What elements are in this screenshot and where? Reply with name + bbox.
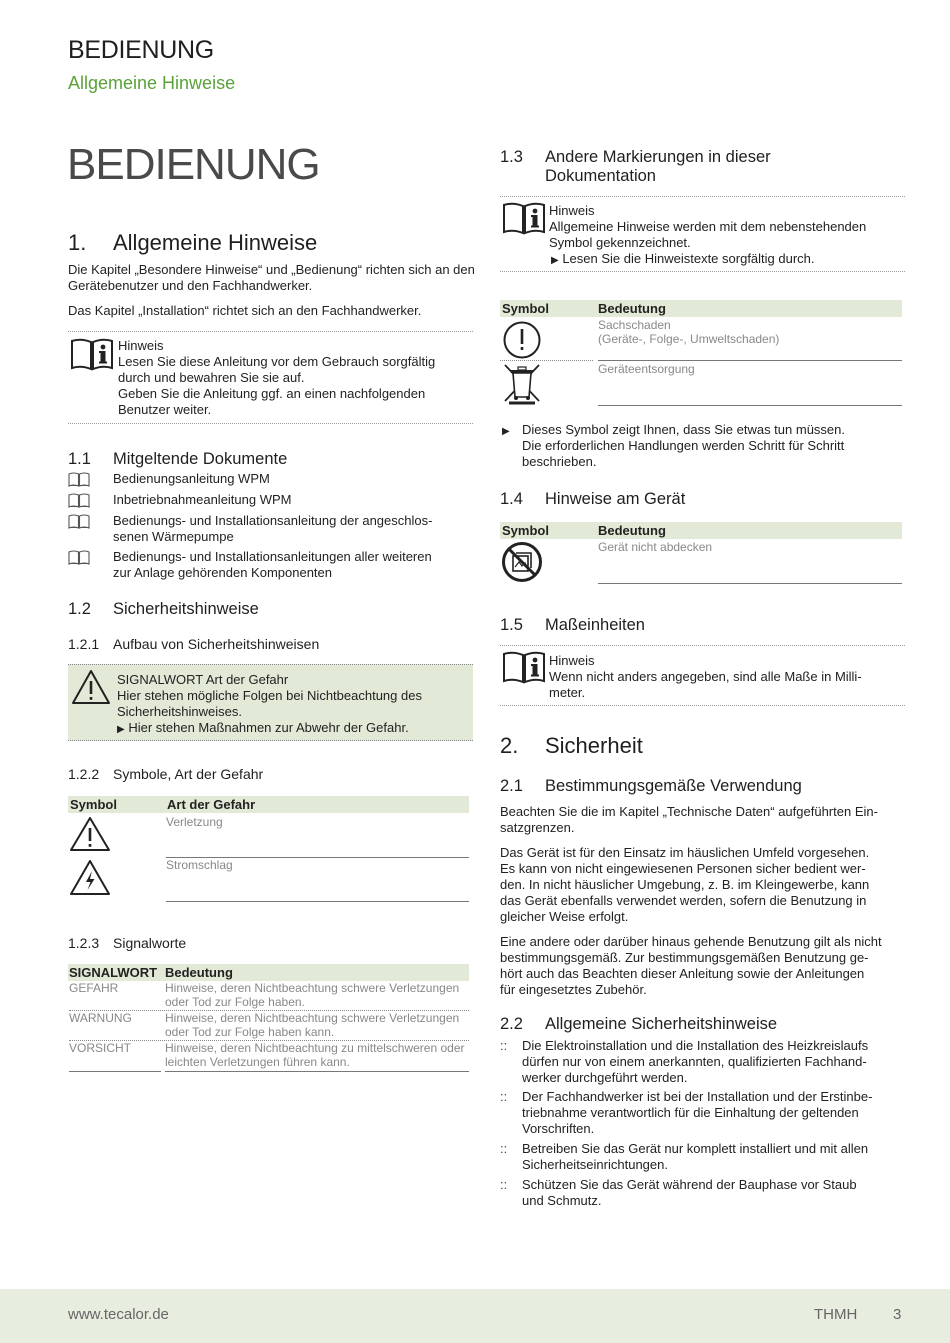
page-title: BEDIENUNG <box>67 140 320 189</box>
section-number: 1.2.1 <box>68 636 100 652</box>
table-cell: leichten Verletzungen führen kann. <box>165 1055 350 1069</box>
section-number: 1. <box>68 230 87 255</box>
section-title: Aufbau von Sicherheitshinweisen <box>113 636 320 652</box>
paragraph-line: Eine andere oder darüber hinaus gehende Benutzung gilt als nicht <box>500 934 882 949</box>
notice-line: Hier stehen mögliche Folgen bei Nichtbeachtung des <box>117 688 422 703</box>
colon-bullet-icon: :: <box>500 1177 508 1192</box>
hint-action <box>551 251 815 269</box>
section-title: Bestimmungsgemäße Verwendung <box>545 777 802 795</box>
hint-line: Allgemeine Hinweise werden mit dem nebenstehenden <box>549 219 867 234</box>
section-2-2-heading <box>500 1014 777 1034</box>
no-cover-icon <box>501 541 543 583</box>
column-header: Symbol <box>70 797 117 812</box>
section-1-4-heading <box>500 489 685 509</box>
divider <box>500 271 905 272</box>
column-header: SIGNALWORT <box>69 965 158 980</box>
table-rule <box>69 1071 161 1072</box>
table-cell: (Geräte-, Folge-, Umweltschaden) <box>598 332 780 346</box>
section-title: Sicherheit <box>545 733 643 758</box>
column-header: Bedeutung <box>165 965 233 980</box>
section-title: Signalworte <box>113 935 187 951</box>
section-1-5-heading <box>500 615 645 635</box>
colon-bullet-icon: :: <box>500 1141 508 1156</box>
section-1-2-1-heading <box>68 635 319 653</box>
electric-triangle-icon <box>69 859 111 897</box>
divider <box>500 196 905 197</box>
list-item-text: Der Fachhandwerker ist bei der Installation und der Erstinbe- <box>522 1089 873 1104</box>
colon-bullet-icon: :: <box>500 1089 508 1104</box>
hint-line: Symbol gekennzeichnet. <box>549 235 691 250</box>
table-rule <box>598 405 902 406</box>
divider <box>500 705 905 706</box>
section-number: 1.2 <box>68 600 91 618</box>
divider <box>68 423 473 424</box>
list-item-text: dürfen nur von einem anerkannten, qualifizierten Fachhand- <box>522 1054 867 1069</box>
table-header <box>68 796 469 813</box>
table-cell: WARNUNG <box>69 1011 132 1025</box>
table-rule <box>165 1071 469 1072</box>
table-cell: Sachschaden <box>598 318 671 332</box>
notice-action-text: Hier stehen Maßnahmen zur Abwehr der Gefahr. <box>128 720 409 735</box>
list-item-text: triebnahme verantwortlich für die Einhaltung der geltenden <box>522 1105 859 1120</box>
book-icon <box>68 514 90 529</box>
paragraph: Das Kapitel „Installation“ richtet sich an den Fachhandwerker. <box>68 303 422 318</box>
paragraph-line: Beachten Sie die im Kapitel „Technische Daten“ aufgeführten Ein- <box>500 804 878 819</box>
list-item-text: Bedienungsanleitung WPM <box>113 471 270 486</box>
paragraph-line: hört auch das Beachten dieser Anleitung sowie der Anleitungen <box>500 966 865 981</box>
running-header-subtitle: Allgemeine Hinweise <box>68 73 236 93</box>
table-cell: VORSICHT <box>69 1041 132 1055</box>
table-cell: oder Tod zur Folge haben kann. <box>165 1025 335 1039</box>
list-item-text: Die Elektroinstallation und die Installation des Heizkreislaufs <box>522 1038 869 1053</box>
section-title: Symbole, Art der Gefahr <box>113 766 264 782</box>
list-item-text: Schützen Sie das Gerät während der Bauphase vor Staub <box>522 1177 857 1192</box>
note-line: beschrieben. <box>522 454 597 469</box>
notice-action <box>117 720 409 738</box>
hint-line: Wenn nicht anders angegeben, sind alle Maße in Milli- <box>549 669 862 684</box>
table-rule <box>500 360 593 361</box>
note-line: Dieses Symbol zeigt Ihnen, dass Sie etwas tun müssen. <box>522 422 845 437</box>
table-cell: oder Tod zur Folge haben. <box>165 995 305 1009</box>
triangle-bullet-icon: ▶ <box>117 724 125 735</box>
list-item-text: und Schmutz. <box>522 1193 602 1208</box>
note-line: Die erforderlichen Handlungen werden Schritt für Schritt <box>522 438 845 453</box>
section-number: 2. <box>500 733 519 758</box>
table-header <box>68 964 469 981</box>
column-header: Bedeutung <box>598 523 666 538</box>
section-2-heading <box>500 732 643 760</box>
table-cell: Stromschlag <box>166 858 233 872</box>
section-number: 1.3 <box>500 148 523 166</box>
triangle-bullet-icon: ▶ <box>551 255 559 266</box>
paragraph-line: gleicher Weise erfolgt. <box>500 909 629 924</box>
section-number: 1.1 <box>68 450 91 468</box>
paragraph-line: für eingesetztes Zubehör. <box>500 982 647 997</box>
column-header: Art der Gefahr <box>167 797 256 812</box>
list-item-text: Inbetriebnahmeanleitung WPM <box>113 492 292 507</box>
warning-triangle-icon <box>69 816 111 852</box>
section-number: 2.1 <box>500 777 523 795</box>
divider <box>500 645 905 646</box>
hint-action-text: Lesen Sie die Hinweistexte sorgfältig durch. <box>562 251 815 266</box>
table-cell: Hinweise, deren Nichtbeachtung zu mittelschweren oder <box>165 1041 465 1055</box>
section-title: Allgemeine Hinweise <box>113 230 318 255</box>
section-1-3-heading <box>500 147 771 167</box>
column-header: Bedeutung <box>598 301 666 316</box>
table-cell: Verletzung <box>166 815 223 829</box>
table-cell: Geräteentsorgung <box>598 362 695 376</box>
section-title: Allgemeine Sicherheitshinweise <box>545 1015 778 1033</box>
section-title: Andere Markierungen in dieser <box>545 148 771 166</box>
hint-line: Geben Sie die Anleitung ggf. an einen nachfolgenden <box>118 386 426 401</box>
table-header <box>500 522 902 539</box>
section-number: 1.5 <box>500 616 523 634</box>
section-title: Mitgeltende Dokumente <box>113 450 288 468</box>
table-cell: Gerät nicht abdecken <box>598 540 713 554</box>
section-number: 1.4 <box>500 490 523 508</box>
paragraph-line: das Gerät ebenfalls verwendet werden, sofern die Benutzung in <box>500 893 867 908</box>
section-number: 1.2.3 <box>68 935 100 951</box>
table-cell: GEFAHR <box>69 981 119 995</box>
info-book-icon <box>502 650 546 684</box>
table-header <box>500 300 902 317</box>
exclamation-circle-icon <box>502 320 542 360</box>
section-1-heading <box>68 229 317 257</box>
section-title-continued: Dokumentation <box>545 167 656 185</box>
table-cell: Hinweise, deren Nichtbeachtung schwere Verletzungen <box>165 981 460 995</box>
book-icon <box>68 550 90 565</box>
section-number: 1.2.2 <box>68 766 100 782</box>
column-header: Symbol <box>502 523 549 538</box>
book-icon <box>68 472 90 487</box>
hint-line: Lesen Sie diese Anleitung vor dem Gebrauch sorgfältig <box>118 354 436 369</box>
section-1-2-3-heading <box>68 934 186 952</box>
info-book-icon <box>70 337 114 371</box>
list-item-text: Sicherheitseinrichtungen. <box>522 1157 668 1172</box>
divider <box>68 331 473 332</box>
list-item-text: Bedienungs- und Installationsanleitungen aller weiteren <box>113 549 432 564</box>
section-title: Sicherheitshinweise <box>113 600 259 618</box>
section-title: Hinweise am Gerät <box>545 490 686 508</box>
list-item-text: Bedienungs- und Installationsanleitung der angeschlos- <box>113 513 433 528</box>
list-item-text: zur Anlage gehörenden Komponenten <box>113 565 333 580</box>
list-item-text: Vorschriften. <box>522 1121 595 1136</box>
notice-line: Sicherheitshinweises. <box>117 704 243 719</box>
table-rule <box>598 583 902 584</box>
colon-bullet-icon: :: <box>500 1038 508 1053</box>
section-2-1-heading <box>500 776 802 796</box>
hint-title: Hinweis <box>549 653 595 668</box>
crossed-bin-icon <box>503 363 541 405</box>
running-header-title: BEDIENUNG <box>68 36 214 64</box>
paragraph: Die Kapitel „Besondere Hinweise“ und „Bedienung“ richten sich an den Gerätebenutzer und den Fachhandwerker. <box>68 262 475 293</box>
footer-url[interactable]: www.tecalor.de <box>68 1306 169 1323</box>
paragraph-line: den. In nicht häuslicher Umgebung, z. B. im Kleingewerbe, kann <box>500 877 870 892</box>
triangle-bullet-icon: ▶ <box>502 426 510 437</box>
hint-title: Hinweis <box>118 338 164 353</box>
paragraph-line: satzgrenzen. <box>500 820 575 835</box>
footer-document-code: THMH <box>814 1306 858 1323</box>
section-1-1-heading <box>68 449 287 469</box>
paragraph-line: Es kann von nicht eingewiesenen Personen sicher bedient wer- <box>500 861 866 876</box>
list-item-text: senen Wärmepumpe <box>113 529 234 544</box>
hint-line: durch und bewahren Sie sie auf. <box>118 370 305 385</box>
section-title: Maßeinheiten <box>545 616 645 634</box>
hint-title: Hinweis <box>549 203 595 218</box>
paragraph-line: Das Gerät ist für den Einsatz im häuslichen Umfeld vorgesehen. <box>500 845 870 860</box>
page-number: 3 <box>893 1306 902 1323</box>
section-1-2-2-heading <box>68 765 263 783</box>
warning-triangle-icon <box>71 669 111 705</box>
hint-line: Benutzer weiter. <box>118 402 212 417</box>
table-cell: Hinweise, deren Nichtbeachtung schwere Verletzungen <box>165 1011 460 1025</box>
section-number: 2.2 <box>500 1015 523 1033</box>
signal-word: SIGNALWORT Art der Gefahr <box>117 672 289 687</box>
hint-line: meter. <box>549 685 586 700</box>
section-1-2-heading <box>68 599 259 619</box>
info-book-icon <box>502 201 546 235</box>
book-icon <box>68 493 90 508</box>
column-header: Symbol <box>502 301 549 316</box>
paragraph-line: bestimmungsgemäß. Zur bestimmungsgemäßen Benutzung ge- <box>500 950 869 965</box>
list-item-text: Betreiben Sie das Gerät nur komplett installiert und mit allen <box>522 1141 869 1156</box>
table-rule <box>598 360 902 361</box>
safety-notice-box <box>68 664 473 741</box>
list-item-text: werker durchgeführt werden. <box>522 1070 688 1085</box>
table-rule <box>166 901 469 902</box>
